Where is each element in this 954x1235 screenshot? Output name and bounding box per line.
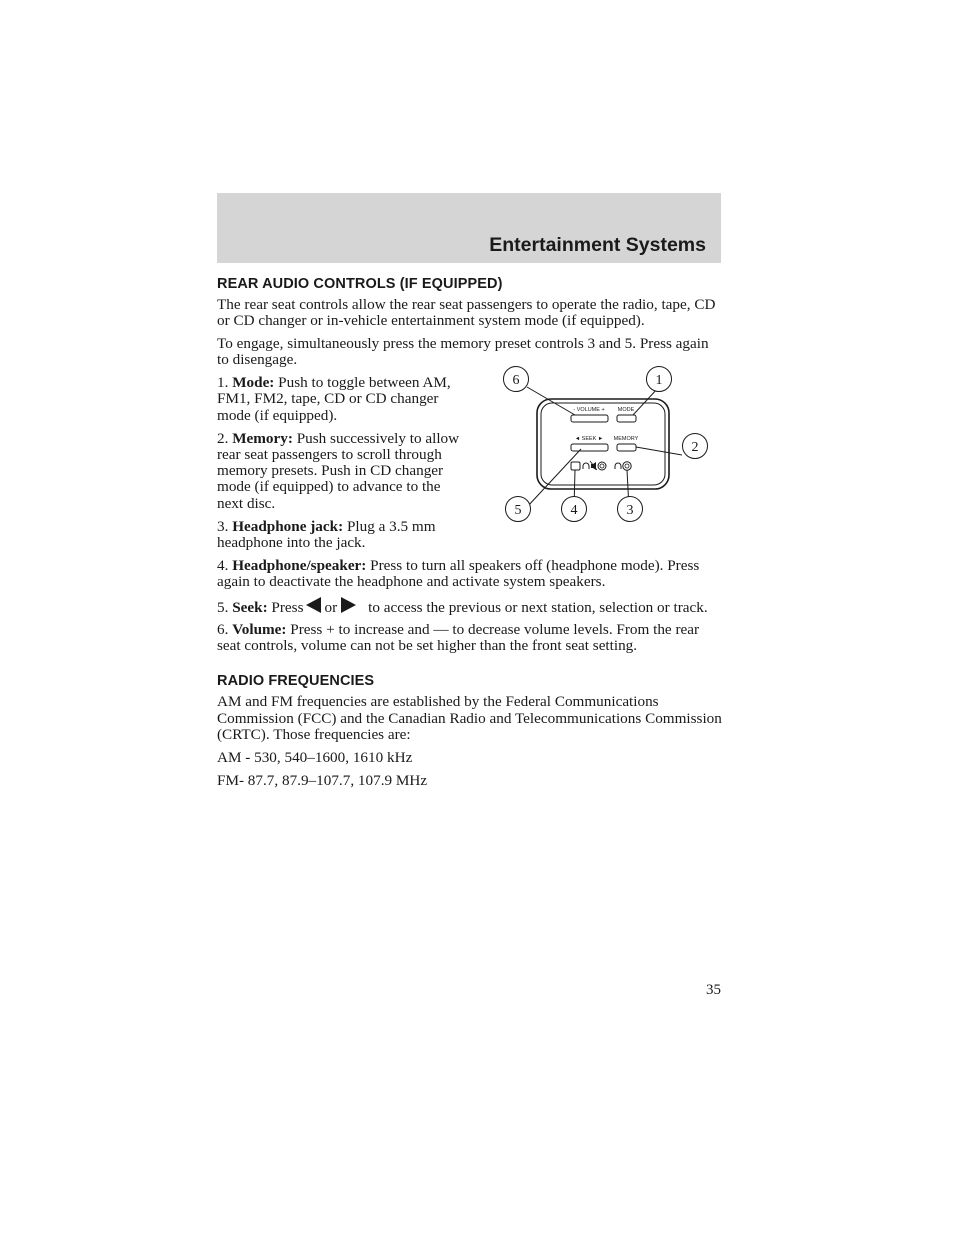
callout-1: 1 [655,373,663,389]
callout-line-1 [633,388,658,415]
page-number: 35 [706,982,721,998]
item-term: Headphone/speaker: [232,556,367,574]
item-text: Push successively to allow rear seat passengers to scroll through memory presets. Push in CD changer mode (if equipped) to advance to the next disc. [217,429,460,512]
item-number: 2. [217,429,229,447]
page-content [217,276,723,795]
item-term: Mode: [232,374,275,392]
engage-paragraph: To engage, simultaneously press the memory preset controls 3 and 5. Press again to disengage. [217,335,709,369]
seek-label: ◄ SEEK ► [574,436,604,443]
item-text-mid: or [324,598,338,616]
item-text-pre: Press [271,598,304,616]
item-headphone-speaker [217,558,723,591]
item-mode [217,375,467,424]
item-text: Push to toggle between AM, FM1, FM2, tape, CD or CD changer mode (if equipped). [217,374,451,424]
am-frequencies: AM - 530, 540–1600, 1610 kHz [217,748,413,766]
item-number: 5. [217,598,229,616]
rear-audio-control-diagram [499,366,719,536]
seek-previous-icon [306,597,321,613]
controls-list-with-diagram [217,375,723,551]
volume-button[interactable] [571,415,608,422]
callout-3: 3 [626,503,634,519]
item-term: Memory: [232,429,293,447]
jack-ring-inner [600,464,604,468]
volume-label: - VOLUME + [573,407,605,414]
intro-paragraph: The rear seat controls allow the rear seat passengers to operate the radio, tape, CD or CD changer or in-vehicle entertainment system mode (if equipped). [217,296,716,330]
mode-button[interactable] [617,415,636,422]
item-seek [217,597,723,617]
headphone-jack-icon[interactable] [623,462,631,470]
mode-label: MODE [617,407,635,414]
headphone-icon [615,463,621,469]
headphone-speaker-button[interactable] [571,462,580,470]
item-term: Seek: [232,598,268,616]
item-term: Headphone jack: [232,517,344,535]
item-volume [217,622,723,655]
section-title: Entertainment Systems [489,234,706,256]
heading-radio-frequencies: RADIO FREQUENCIES [217,673,375,690]
header-band [217,193,721,263]
item-term: Volume: [232,620,287,638]
item-number: 3. [217,517,229,535]
callout-6: 6 [512,373,520,389]
item-number: 4. [217,556,229,574]
seek-next-icon [341,597,356,613]
item-text: Plug a 3.5 mm headphone into the jack. [217,517,436,551]
callout-line-6 [527,387,575,415]
item-text: Press to turn all speakers off (headphone mode). Press again to deactivate the headphone and activate system speakers. [217,556,700,590]
item-memory [217,431,467,512]
controls-list-left [217,375,467,551]
callout-2: 2 [691,440,699,456]
control-panel-illustration [499,366,719,536]
callout-4: 4 [570,503,578,519]
headphone-jack-inner [625,464,629,468]
callout-line-2 [636,447,682,455]
callout-5: 5 [514,503,522,519]
item-text: Press + to increase and — to decrease volume levels. From the rear seat controls, volume can not be set higher than the front seat setting. [217,620,700,655]
headphone-speaker-icon [583,461,597,470]
fm-frequencies: FM- 87.7, 87.9–107.7, 107.9 MHz [217,771,428,789]
memory-label: MEMORY [613,436,639,443]
item-number: 1. [217,374,229,392]
jack-ring-icon [598,462,606,470]
item-text-post: to access the previous or next station, selection or track. [368,598,708,616]
seek-button[interactable] [571,444,608,451]
radio-frequencies-intro: AM and FM frequencies are established by the Federal Communications Commission (FCC) and the Canadian Radio and Telecommunications Commission (CRTC). Those frequencies are: [217,693,722,743]
item-headphone-jack [217,519,467,552]
heading-rear-audio-controls: REAR AUDIO CONTROLS (IF EQUIPPED) [217,276,503,292]
memory-button[interactable] [617,444,636,451]
item-number: 6. [217,620,229,638]
